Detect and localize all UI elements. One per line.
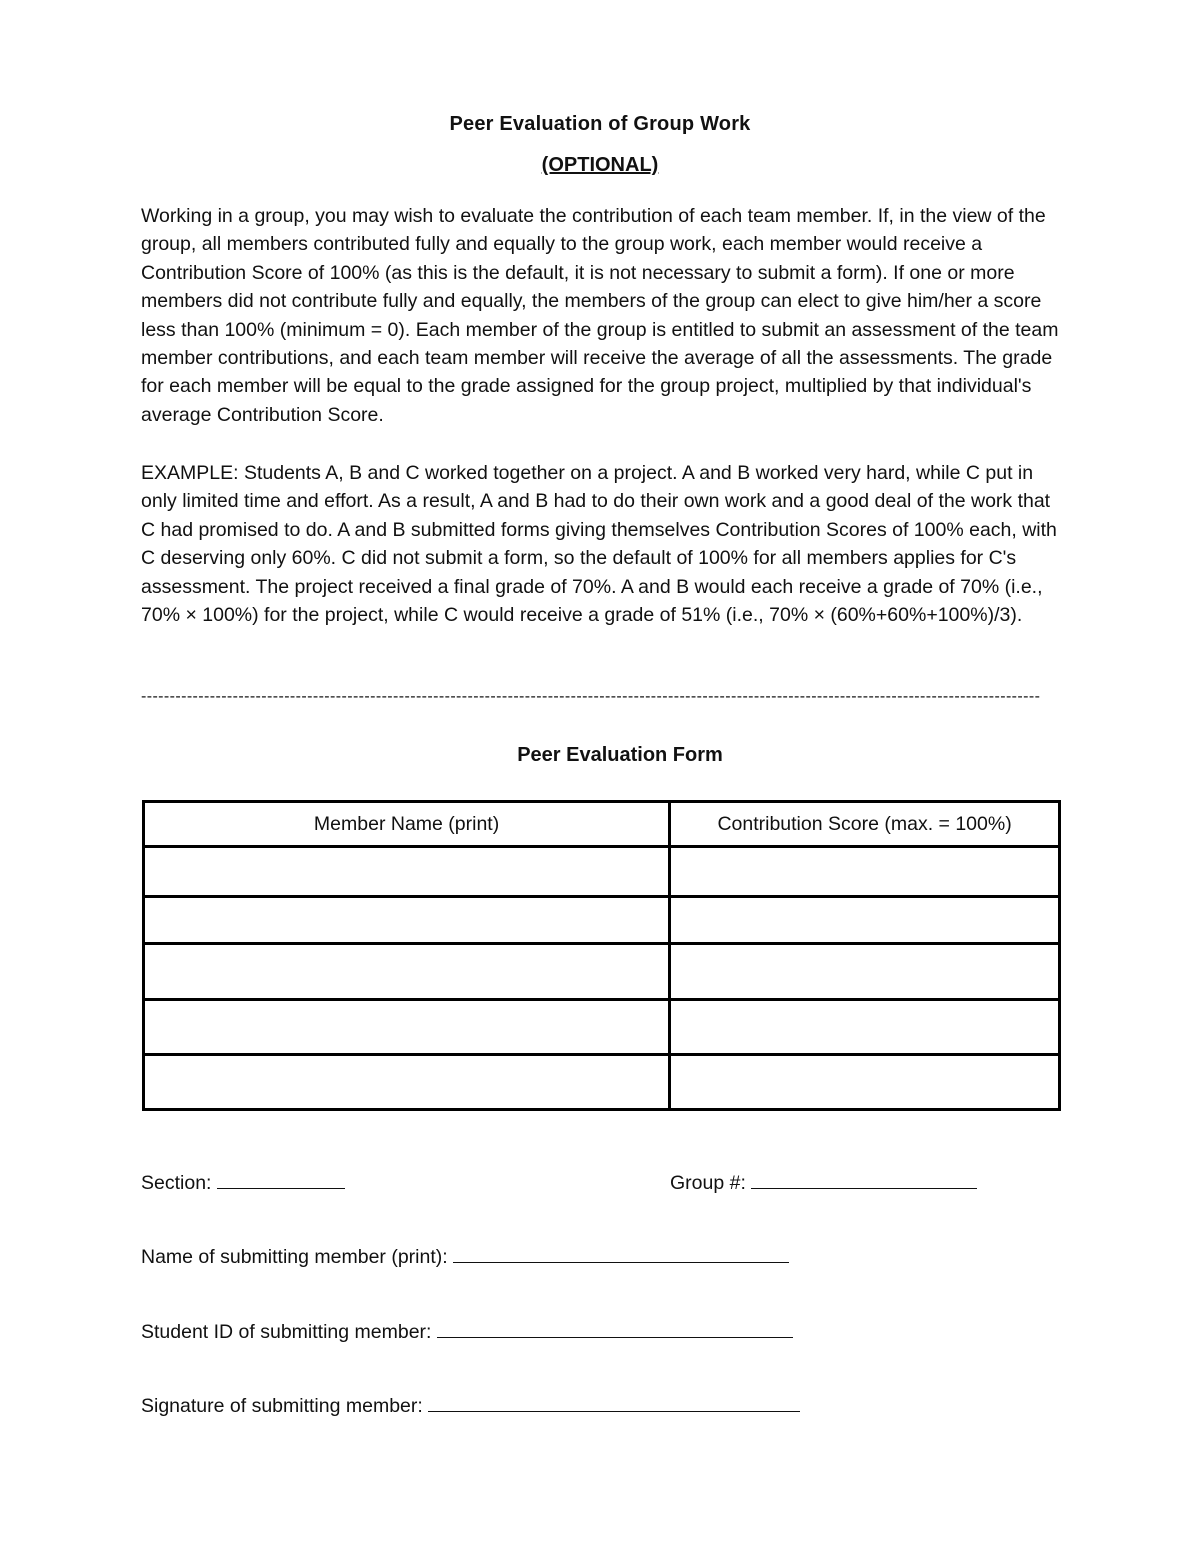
submitting-name-input-line[interactable] bbox=[453, 1244, 789, 1263]
section-field bbox=[141, 1170, 345, 1195]
form-title: Peer Evaluation Form bbox=[517, 744, 723, 766]
signature-label: Signature of submitting member: bbox=[141, 1395, 423, 1417]
cut-line-divider: ------------------------------------------------------------------------------------------------------------------------------------------------------------- bbox=[141, 688, 1041, 705]
contribution-score-cell[interactable] bbox=[670, 1055, 1060, 1110]
contribution-score-cell[interactable] bbox=[670, 847, 1060, 897]
member-name-cell[interactable] bbox=[144, 944, 670, 1000]
group-input-line[interactable] bbox=[751, 1170, 977, 1189]
contribution-score-header: Contribution Score (max. = 100%) bbox=[670, 802, 1060, 847]
contribution-score-cell[interactable] bbox=[670, 897, 1060, 944]
student-id-field bbox=[141, 1319, 793, 1344]
table-row bbox=[144, 1055, 1060, 1110]
contribution-score-cell[interactable] bbox=[670, 944, 1060, 1000]
student-id-label: Student ID of submitting member: bbox=[141, 1321, 432, 1343]
section-label: Section: bbox=[141, 1172, 212, 1194]
document-title: Peer Evaluation of Group Work bbox=[449, 113, 751, 135]
table-row bbox=[144, 1000, 1060, 1055]
member-name-cell[interactable] bbox=[144, 847, 670, 897]
signature-input-line[interactable] bbox=[428, 1393, 800, 1412]
section-input-line[interactable] bbox=[217, 1170, 345, 1189]
member-name-header: Member Name (print) bbox=[144, 802, 670, 847]
group-label: Group #: bbox=[670, 1172, 746, 1194]
member-name-cell[interactable] bbox=[144, 1000, 670, 1055]
member-name-cell[interactable] bbox=[144, 1055, 670, 1110]
optional-subtitle: (OPTIONAL) bbox=[541, 154, 659, 176]
student-id-input-line[interactable] bbox=[437, 1319, 793, 1338]
table-header-row bbox=[144, 802, 1060, 847]
submitting-name-field bbox=[141, 1244, 789, 1269]
member-name-cell[interactable] bbox=[144, 897, 670, 944]
group-field bbox=[670, 1170, 977, 1195]
intro-paragraph: Working in a group, you may wish to evaluate the contribution of each team member. If, in the view of the group, all members contributed fully and equally to the group work, each member would receive a Contribution Score of 100% (as this is the default, it is not necessary to submit a form). If one or more members did not contribute fully and equally, the members of the group can elect to give him/her a score less than 100% (minimum = 0). Each member of the group is entitled to submit an assessment of the team member contributions, and each team member will receive the average of all the assessments. The grade for each member will be equal to the grade assigned for the group project, multiplied by that individual's average Contribution Score. bbox=[141, 205, 1059, 426]
peer-evaluation-table bbox=[142, 800, 1061, 1111]
table-row bbox=[144, 944, 1060, 1000]
contribution-score-cell[interactable] bbox=[670, 1000, 1060, 1055]
table-row bbox=[144, 897, 1060, 944]
table-row bbox=[144, 847, 1060, 897]
signature-field bbox=[141, 1393, 800, 1418]
example-paragraph: EXAMPLE: Students A, B and C worked together on a project. A and B worked very hard, while C put in only limited time and effort. As a result, A and B had to do their own work and a good deal of the work that C had promised to do. A and B submitted forms giving themselves Contribution Scores of 100% each, with C deserving only 60%. C did not submit a form, so the default of 100% for all members applies for C's assessment. The project received a final grade of 70%. A and B would each receive a grade of 70% (i.e., 70% × 100%) for the project, while C would receive a grade of 51% (i.e., 70% × (60%+60%+100%)/3). bbox=[141, 462, 1057, 627]
submitting-name-label: Name of submitting member (print): bbox=[141, 1246, 448, 1268]
